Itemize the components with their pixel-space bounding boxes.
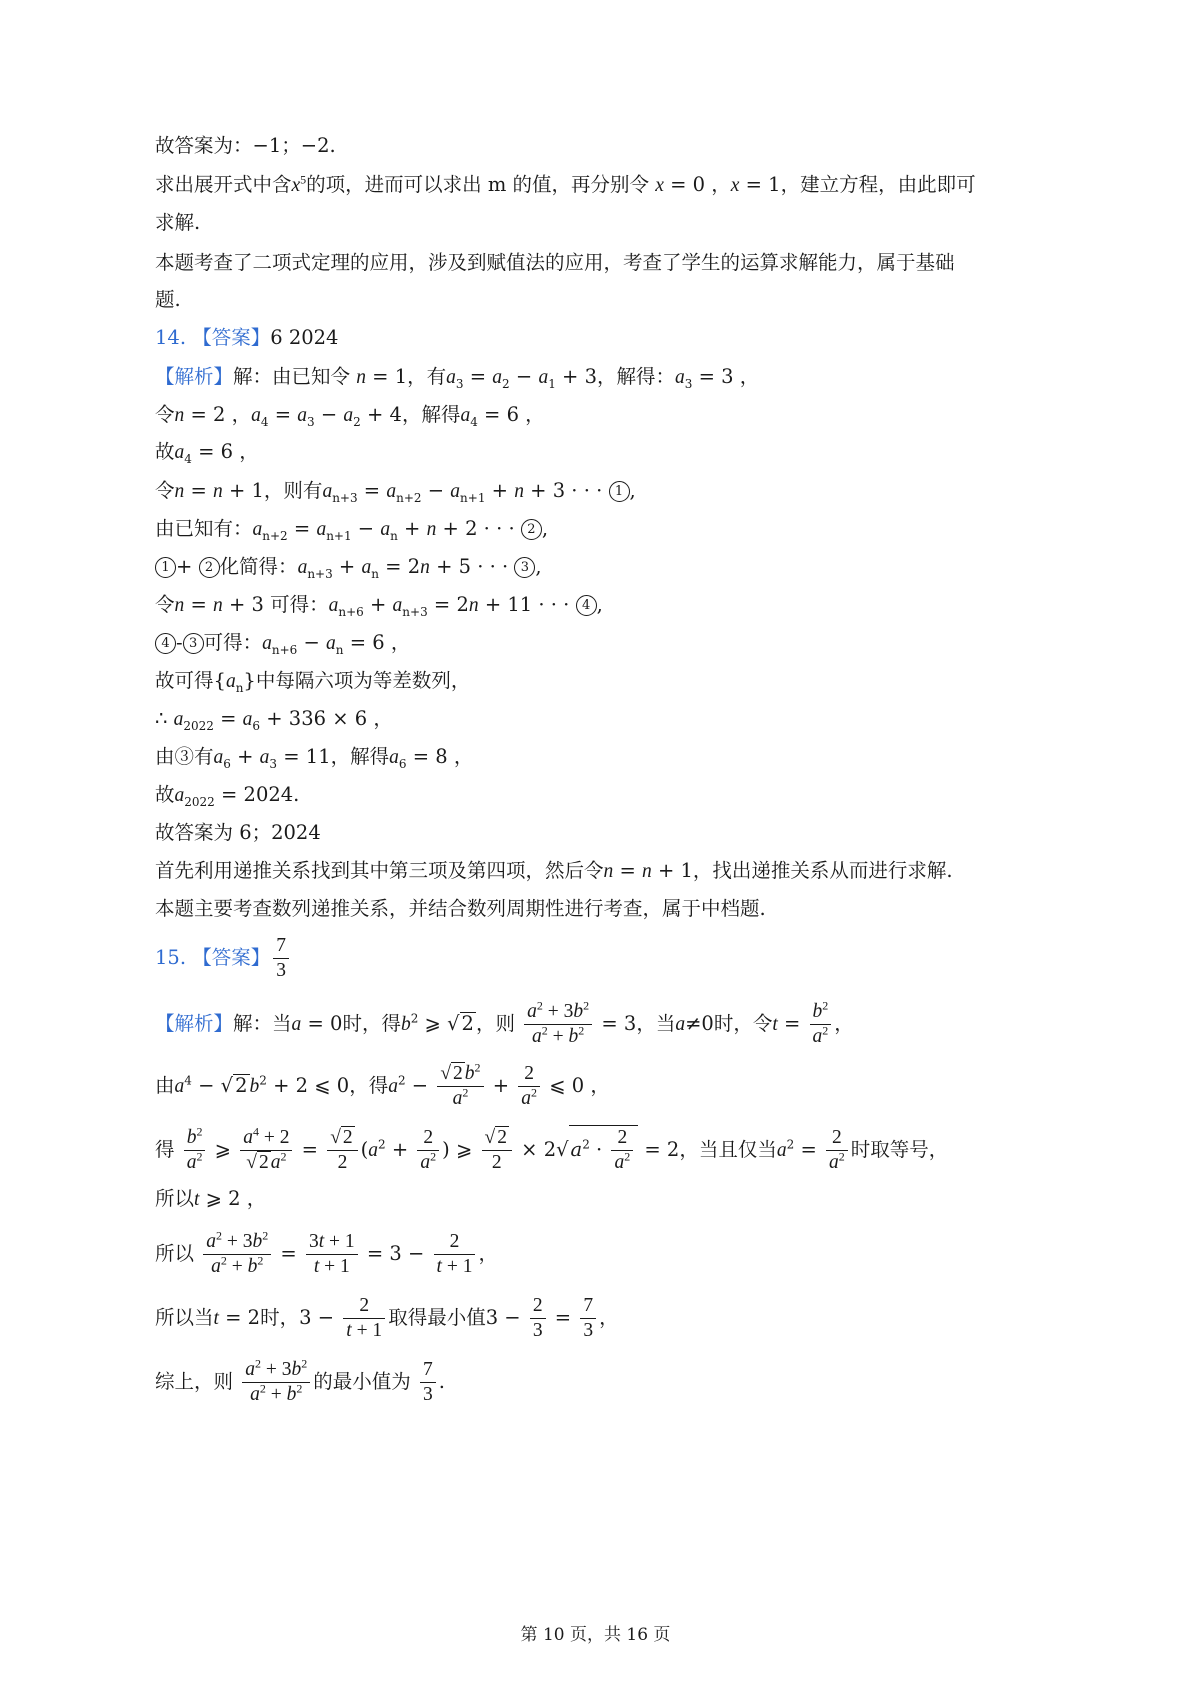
text-line: 故$a_{2022} = 2024$. [155, 783, 300, 809]
text-line: 由$a^4$ − √ 2 $b^2 + 2$ ⩽ 0，得$a^2$ − $\frac{√ 2 b^2}{a^2}$ + $\frac{2}{a^2}$ ⩽ 0 ， [155, 1060, 610, 1109]
text-line: 故答案为：−1；−2. [155, 134, 336, 157]
text-line: 首先利用递推关系找到其中第三项及第四项，然后令n = n + 1，找出递推关系从而进行求解. [155, 859, 953, 882]
text-line: 令n = n + 3 可得：$a_{n+6} + a_{n+3} = 2n + 11$ · · · 4 , [155, 593, 603, 619]
text-line: 故$a_4 = 6$ ， [155, 440, 259, 466]
text-line: 所以当t = 2时，3 − $\frac{2}{t + 1}$ 取得最小值3 − $\frac{2}{3}$ = $\frac{7}{3}$ ， [155, 1295, 619, 1341]
text-line: 令n = n + 1，则有$a_{n+3} = a_{n+2} - a_{n+1} + n + 3$ · · · 1 , [155, 479, 636, 505]
question-14-solution-line: 【解析】解：由已知令 n = 1，有$a_3 = a_2 - a_1 + 3$，解得：$a_3 = 3$ ， [155, 365, 760, 391]
text-line: 由③有$a_6 + a_3 = 11$，解得$a_6 = 8$ ， [155, 745, 474, 771]
text-line: 得 $\frac{b^2}{a^2}$ ⩾ $\frac{a^4 + 2}{√ 2 a^2}$ = $\frac{√ 2}{2}$ ($a^2$ + $\frac{2}{a^2}$ ) ⩾ $\frac{√ 2}{2}$ × 2√ $a^2$ · $\frac{2}{a^2}$ = 2，当且仅当$a^2$ = $\frac{2}{a^2}$ 时取等号， [155, 1124, 949, 1173]
text-line: 令n = 2 ，$a_4 = a_3 - a_2 + 4$，解得$a_4 = 6$ ， [155, 403, 545, 429]
text-line: 本题考查了二项式定理的应用，涉及到赋值法的应用，考查了学生的运算求解能力，属于基础 [155, 251, 955, 274]
text-line: ∴ $a_{2022} = a_6 + 336 \times 6$ ， [155, 707, 393, 733]
text-line: 故可得$\{a_n\}$中每隔六项为等差数列， [155, 669, 471, 695]
text-line: 4 - 3 可得：$a_{n+6} - a_n = 6$ ， [155, 628, 410, 659]
text-line: 由已知有：$a_{n+2} = a_{n+1} - a_n + n + 2$ · · · 2 , [155, 517, 549, 543]
text-line: 本题主要考查数列递推关系，并结合数列周期性进行考查，属于中档题. [155, 897, 766, 920]
question-15-solution-line: 【解析】解：当a = 0时，得$b^2$ ⩾ √ 2 ，则 $\frac{a^2 + 3b^2}{a^2 + b^2}$ = 3，当a≠0时，令t = $\frac{b^2}{a^2}$ ， [155, 998, 854, 1047]
question-15-answer: 15. 【答案】 $\frac{7}{3}$ [155, 930, 292, 986]
page-footer: 第 10 页，共 16 页 [520, 1625, 671, 1645]
text-line: 所以t ⩾ 2 ， [155, 1187, 267, 1210]
text-line: 题. [155, 288, 181, 311]
text-line: 1 + 2 化简得：$a_{n+3} + a_n = 2n + 5$ · · · 3 , [155, 552, 542, 583]
text-line: 故答案为 6；2024 [155, 821, 321, 844]
text-line: 所以 $\frac{a^2 + 3b^2}{a^2 + b^2}$ = $\frac{3t + 1}{t + 1}$ = 3 − $\frac{2}{t + 1}$ ， [155, 1228, 498, 1277]
question-14-answer: 14. 【答案】6 2024 [155, 326, 339, 349]
text-line: 求出展开式中含$x^5$的项，进而可以求出 m 的值，再分别令 x = 0 ，x = 1，建立方程，由此即可 [155, 172, 976, 196]
text-line: 求解. [155, 211, 201, 234]
text-line: 综上，则 $\frac{a^2 + 3b^2}{a^2 + b^2}$ 的最小值为 $\frac{7}{3}$ . [155, 1356, 445, 1405]
